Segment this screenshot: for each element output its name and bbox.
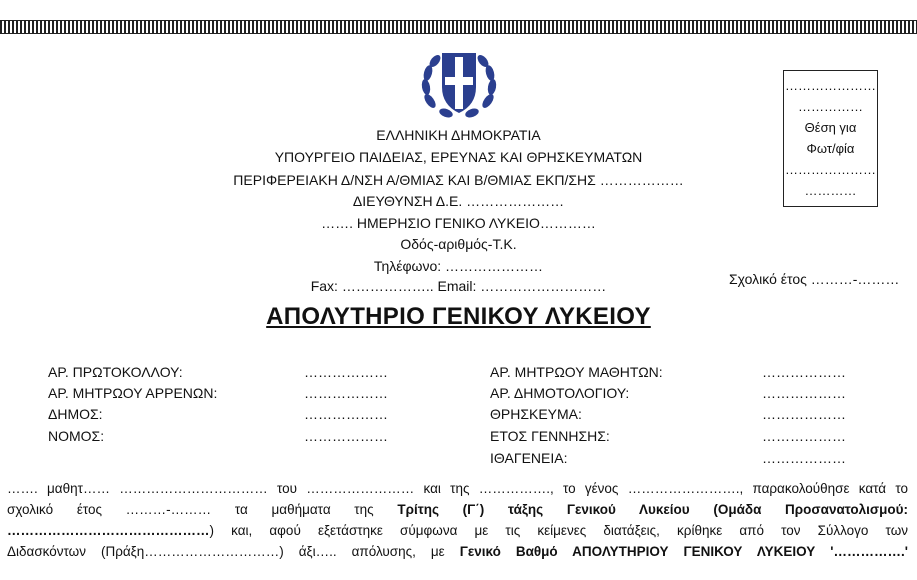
photo-dots-4: ………… — [804, 183, 857, 198]
field-male-registry-label: ΑΡ. ΜΗΤΡΩΟΥ ΑΡΡΕΝΩΝ: — [48, 385, 218, 401]
certificate-paragraph — [7, 478, 908, 562]
header-school: ……. ΗΜΕΡΗΣΙΟ ΓΕΝΙΚΟ ΛΥΚΕΙΟ………… — [321, 215, 596, 231]
field-religion-label: ΘΡΗΣΚΕΥΜΑ: — [490, 406, 582, 422]
header-ministry: ΥΠΟΥΡΓΕΙΟ ΠΑΙΔΕΙΑΣ, ΕΡΕΥΝΑΣ ΚΑΙ ΘΡΗΣΚΕΥΜΑΤΩΝ — [274, 149, 643, 165]
paragraph-line-4: Διδασκόντων (Πράξη…………………………) άξι….. απόλυσης, με Γενικό Βαθμό ΑΠΟΛΥΤΗΡΙΟΥ ΓΕΝΙΚΟΥ ΛΥΚΕΙΟΥ '…………….' — [7, 544, 908, 559]
paragraph-line-1: ……. μαθητ…… …………………………… του …………………… και της ……………., το γένος ……………………., παρακολούθησε κατά το — [7, 481, 908, 496]
photo-dots-1: ………………… — [785, 78, 876, 93]
header-fax-email: Fax: ……………….. Email: ……………………… — [310, 278, 607, 294]
photo-label-2: Φωτ/φία — [806, 141, 855, 156]
field-municipality-label: ΔΗΜΟΣ: — [48, 406, 103, 422]
header-address: Οδός-αριθμός-Τ.Κ. — [400, 236, 517, 252]
header-regional: ΠΕΡΙΦΕΡΕΙΑΚΗ Δ/ΝΣΗ Α/ΘΜΙΑΣ ΚΑΙ Β/ΘΜΙΑΣ ΕΚΠ/ΣΗΣ ……………… — [233, 172, 684, 188]
field-birth-year-value: ……………… — [762, 428, 846, 444]
photo-placeholder-box — [783, 70, 878, 207]
school-year: Σχολικό έτος ………-……… — [729, 271, 900, 287]
field-student-registry-label: ΑΡ. ΜΗΤΡΩΟΥ ΜΑΘΗΤΩΝ: — [490, 364, 663, 380]
field-male-registry-value: ……………… — [304, 385, 388, 401]
field-religion-value: ……………… — [762, 406, 846, 422]
field-civil-registry-label: ΑΡ. ΔΗΜΟΤΟΛΟΓΙΟΥ: — [490, 385, 630, 401]
field-prefecture-label: ΝΟΜΟΣ: — [48, 428, 105, 444]
field-student-registry-value: ……………… — [762, 364, 846, 380]
top-border-strip — [0, 20, 917, 34]
document-title: ΑΠΟΛΥΤΗΡΙΟ ΓΕΝΙΚΟΥ ΛΥΚΕΙΟΥ — [266, 303, 651, 330]
field-birth-year-label: ΕΤΟΣ ΓΕΝΝΗΣΗΣ: — [490, 428, 610, 444]
header-republic: ΕΛΛΗΝΙΚΗ ΔΗΜΟΚΡΑΤΙΑ — [376, 127, 541, 143]
field-nationality-label: ΙΘΑΓΕΝΕΙΑ: — [490, 450, 568, 466]
field-protocol-label: ΑΡ. ΠΡΩΤΟΚΟΛΛΟΥ: — [48, 364, 183, 380]
field-nationality-value: ……………… — [762, 450, 846, 466]
field-municipality-value: ……………… — [304, 406, 388, 422]
header-directorate: ΔΙΕΥΘΥΝΣΗ Δ.Ε. ………………… — [352, 193, 565, 209]
field-protocol-value: ……………… — [304, 364, 388, 380]
header-phone: Τηλέφωνο: ………………… — [373, 258, 544, 274]
paragraph-line-2: σχολικό έτος ………-……… τα μαθήματα της Τρίτης (Γ΄) τάξης Γενικού Λυκείου (Ομάδα Προσανατολισμού: — [7, 502, 908, 517]
photo-dots-2: …………… — [798, 99, 863, 114]
greek-emblem-icon — [418, 43, 500, 123]
photo-dots-3: ………………… — [785, 162, 876, 177]
field-civil-registry-value: ……………… — [762, 385, 846, 401]
photo-label-1: Θέση για — [804, 120, 857, 135]
paragraph-line-3: ………………………………………) και, αφού εξετάστηκε σύμφωνα με τις κείμενες διατάξεις, κρίθηκε από τον Σύλλογο των — [7, 523, 908, 538]
field-prefecture-value: ……………… — [304, 428, 388, 444]
